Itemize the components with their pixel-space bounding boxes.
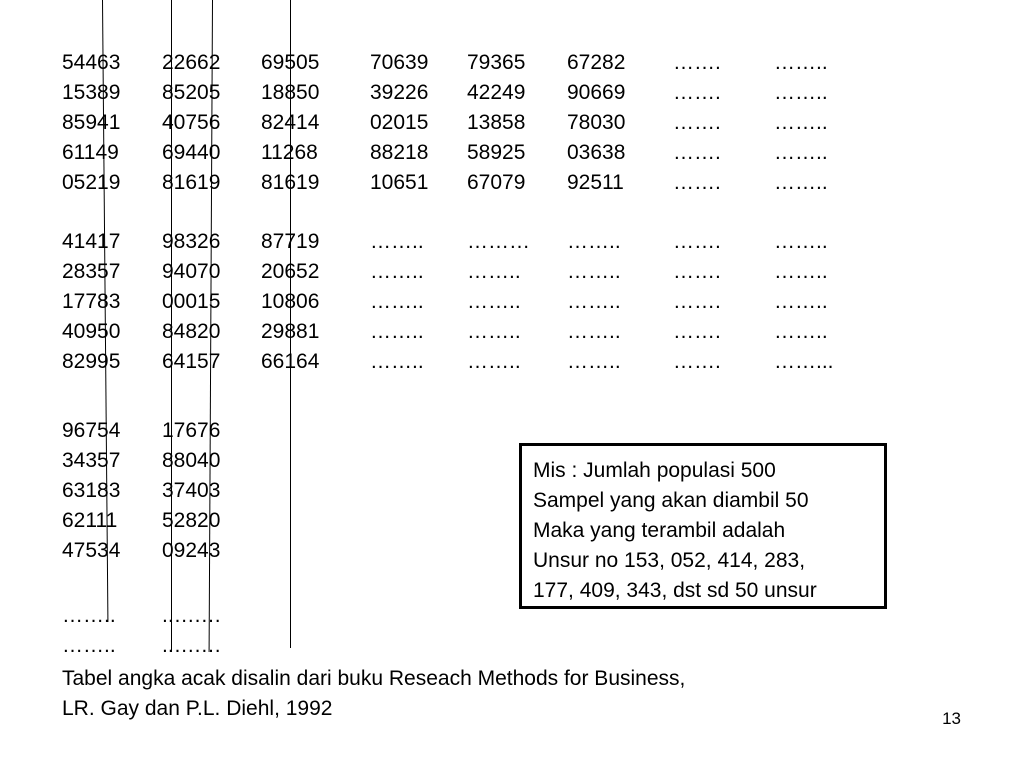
table-cell: …….. [467,350,521,373]
table-cell: 92511 [567,171,624,194]
table-cell: …….. [370,260,424,283]
table-cell: 78030 [567,111,626,134]
table-cell: ……. [673,51,721,74]
table-cell: 42249 [467,81,526,104]
table-cell: …….. [567,350,621,373]
table-cell: 40950 [62,320,121,343]
table-cell: 62111 [62,509,118,532]
table-cell: 10651 [370,171,429,194]
table-cell: ..….… [162,604,222,627]
table-row [62,287,882,317]
table-row [62,416,882,446]
table-cell: ……. [673,320,721,343]
table-cell: 09243 [162,539,221,562]
table-cell: 17783 [62,290,121,313]
table-cell: 29881 [261,320,320,343]
table-cell: 28357 [62,260,121,283]
table-cell: 98326 [162,230,221,253]
table-cell: 94070 [162,260,221,283]
table-cell: 18850 [261,81,320,104]
table-cell: 88040 [162,449,221,472]
table-cell: 87719 [261,230,320,253]
table-cell: 39226 [370,81,429,104]
callout-line: Sampel yang akan diambil 50 [533,489,809,512]
table-cell: …….. [774,230,828,253]
table-cell: …….. [774,260,828,283]
table-cell: ……. [673,111,721,134]
table-cell: ……. [673,260,721,283]
table-cell: …….. [567,320,621,343]
example-callout-box [519,443,887,609]
table-cell: …….. [370,230,424,253]
table-cell: …….. [774,81,828,104]
table-cell: 54463 [62,51,121,74]
table-cell: ……. [673,141,721,164]
table-cell: 22662 [162,51,221,74]
table-cell: 67282 [567,51,626,74]
table-cell: ……... [774,350,834,373]
table-row [62,78,882,108]
page-number: 13 [942,709,961,728]
callout-line: Maka yang terambil adalah [533,519,786,542]
table-cell: 00015 [162,290,221,313]
table-cell: 15389 [62,81,121,104]
table-cell: …….. [567,290,621,313]
table-cell: 34357 [62,449,121,472]
table-row [62,168,882,198]
table-cell: …….. [467,260,521,283]
table-cell: 10806 [261,290,320,313]
table-cell: 03638 [567,141,626,164]
table-cell: …….. [62,604,116,627]
table-cell: 67079 [467,171,526,194]
table-cell: …….. [774,290,828,313]
table-cell: …….. [62,634,116,657]
callout-line: 177, 409, 343, dst sd 50 unsur [533,579,817,602]
table-row [62,227,882,257]
table-cell: 64157 [162,350,221,373]
table-row [62,347,882,377]
table-cell: 81619 [162,171,221,194]
callout-line: Unsur no 153, 052, 414, 283, [533,549,806,572]
table-cell: ……. [673,230,721,253]
table-cell: …….. [567,260,621,283]
table-cell: …….. [567,230,621,253]
table-cell: …….. [370,350,424,373]
table-cell: 37403 [162,479,221,502]
table-cell: …….. [370,290,424,313]
table-cell: …….. [774,171,828,194]
table-cell: ……. [673,81,721,104]
table-row [62,48,882,78]
table-cell: 02015 [370,111,429,134]
table-cell: 70639 [370,51,429,74]
source-caption [62,664,685,724]
table-cell: …….. [467,320,521,343]
table-cell: ..….… [162,634,222,657]
table-cell: ……. [673,290,721,313]
table-cell: …….. [774,320,828,343]
table-cell: 69440 [162,141,221,164]
column-guide-line [290,0,291,648]
table-cell: …….. [370,320,424,343]
table-cell: ……… [467,230,530,253]
caption-line: LR. Gay dan P.L. Diehl, 1992 [62,697,333,720]
table-cell: 63183 [62,479,121,502]
table-row [62,317,882,347]
table-cell: ……. [673,350,721,373]
table-cell: 05219 [62,171,121,194]
table-cell: 79365 [467,51,526,74]
table-cell: 69505 [261,51,320,74]
table-cell: 11268 [261,141,318,164]
column-guide-line [171,0,172,652]
table-cell: …….. [774,141,828,164]
table-cell: 40756 [162,111,221,134]
table-cell: …….. [774,111,828,134]
table-cell: 90669 [567,81,626,104]
callout-line: Mis : Jumlah populasi 500 [533,459,776,482]
table-cell: ……. [673,171,721,194]
table-row [62,138,882,168]
table-cell: …….. [467,290,521,313]
table-cell: 41417 [62,230,121,253]
table-cell: 47534 [62,539,121,562]
table-cell: 17676 [162,419,221,442]
table-cell: 66164 [261,350,320,373]
table-cell: 85941 [62,111,121,134]
table-cell: 85205 [162,81,221,104]
table-cell: 52820 [162,509,221,532]
table-row [62,257,882,287]
table-cell: 20652 [261,260,320,283]
table-cell: 82995 [62,350,121,373]
caption-line: Tabel angka acak disalin dari buku Reseach Methods for Business, [62,667,686,690]
table-cell: 58925 [467,141,526,164]
table-cell: 13858 [467,111,526,134]
table-cell: 96754 [62,419,121,442]
table-cell: 84820 [162,320,221,343]
table-row [62,631,882,661]
table-cell: …….. [774,51,828,74]
table-cell: 88218 [370,141,429,164]
table-cell: 82414 [261,111,320,134]
table-cell: 61149 [62,141,119,164]
table-row [62,108,882,138]
table-cell: 81619 [261,171,320,194]
